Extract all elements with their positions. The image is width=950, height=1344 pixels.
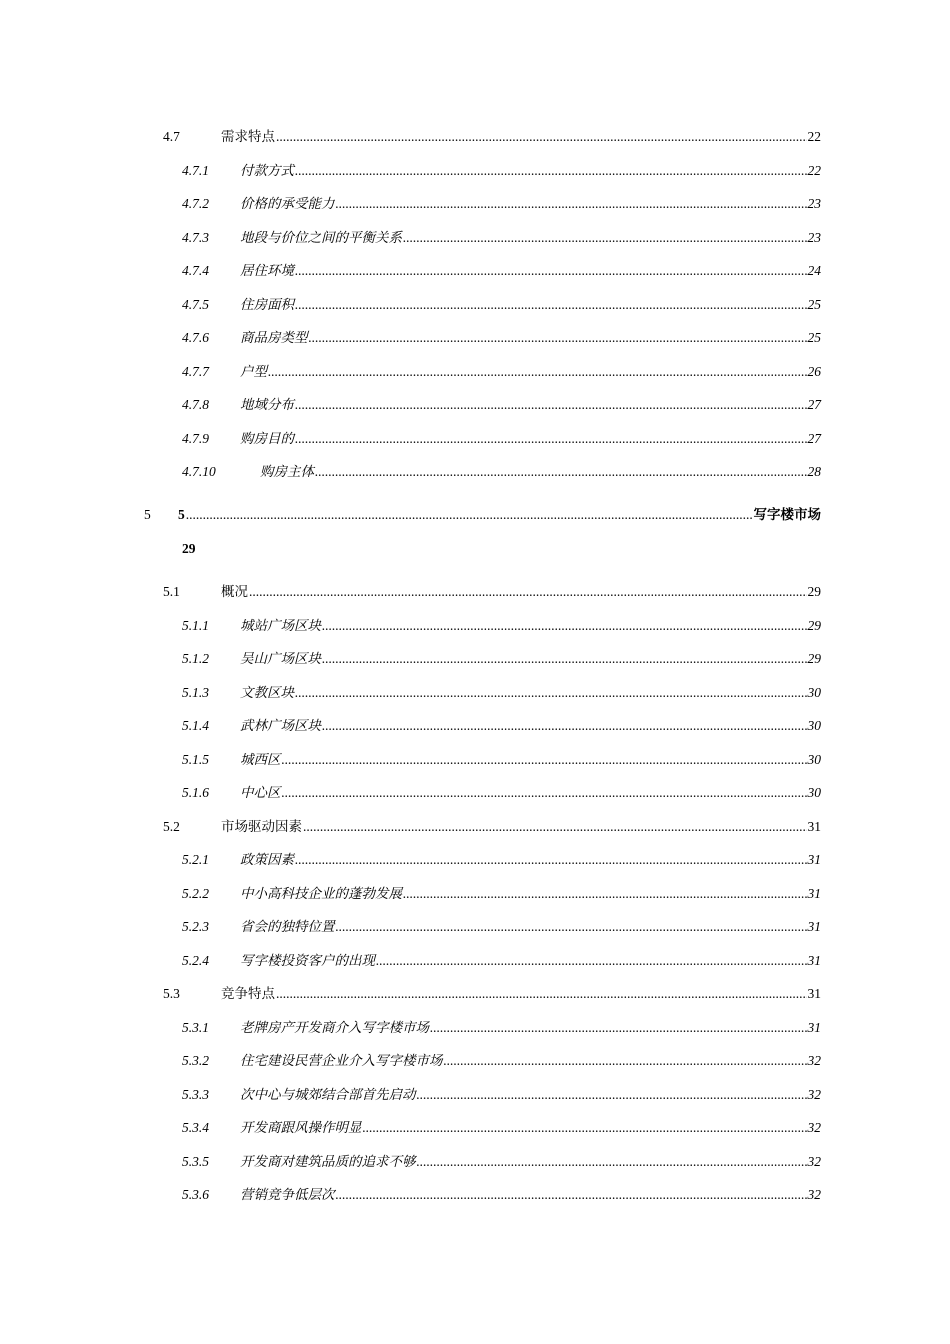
- toc-leader-dots: [417, 1152, 807, 1172]
- toc-entry-4-7-3[interactable]: [182, 228, 821, 248]
- toc-leader-dots: [186, 505, 753, 525]
- toc-entry-number: 4.7.3: [182, 230, 209, 245]
- toc-leader-dots: [315, 462, 807, 482]
- toc-leader-dots: [282, 783, 807, 803]
- toc-entry-title: 开发商跟风操作明显: [240, 1120, 362, 1135]
- toc-entry-page: 31: [807, 986, 821, 1001]
- toc-entry-title: 老牌房产开发商介入写字楼市场: [240, 1020, 429, 1035]
- toc-entry-title: 写字楼投资客户的出现: [240, 953, 375, 968]
- toc-leader-dots: [295, 295, 807, 315]
- toc-leader-dots: [295, 850, 807, 870]
- toc-entry-page: 31: [807, 819, 821, 834]
- toc-entry-number: 5.3.5: [182, 1154, 209, 1169]
- toc-entry-title: 购房主体: [260, 464, 314, 479]
- toc-entry-title: 次中心与城郊结合部首先启动: [240, 1087, 416, 1102]
- toc-entry-title: 需求特点: [221, 129, 275, 144]
- toc-leader-dots: [363, 1118, 807, 1138]
- toc-entry-page: 27: [807, 431, 821, 446]
- toc-leader-dots: [282, 750, 807, 770]
- toc-entry-number: 5.2.1: [182, 852, 209, 867]
- toc-entry-5-3-3[interactable]: [182, 1085, 821, 1105]
- toc-entry-title: 省会的独特位置: [240, 919, 335, 934]
- toc-entry-page: 32: [807, 1053, 821, 1068]
- toc-entry-4-7[interactable]: [163, 127, 821, 147]
- toc-entry-title: 城站广场区块: [240, 618, 321, 633]
- toc-leader-dots: [268, 362, 807, 382]
- toc-leader-dots: [444, 1051, 807, 1071]
- toc-entry-page: 31: [807, 886, 821, 901]
- toc-entry-title: 中心区: [240, 785, 281, 800]
- toc-entry-5-2-1[interactable]: [182, 850, 821, 870]
- toc-entry-page: 29: [807, 618, 821, 633]
- toc-entry-number: 5.3: [163, 986, 180, 1001]
- toc-entry-page: 30: [807, 752, 821, 767]
- toc-leader-dots: [430, 1018, 807, 1038]
- toc-entry-5-1-1[interactable]: [182, 616, 821, 636]
- toc-entry-subnumber: 5: [178, 507, 185, 522]
- toc-entry-title: 付款方式: [240, 163, 294, 178]
- toc-entry-number: 5.3.2: [182, 1053, 209, 1068]
- toc-entry-page: 32: [807, 1154, 821, 1169]
- toc-entry-number: 4.7: [163, 129, 180, 144]
- toc-leader-dots: [276, 127, 807, 147]
- toc-entry-page: 31: [807, 919, 821, 934]
- toc-entry-page: 25: [807, 297, 821, 312]
- toc-entry-number: 5.1.2: [182, 651, 209, 666]
- toc-entry-number: 5.1.6: [182, 785, 209, 800]
- toc-entry-page: 31: [807, 953, 821, 968]
- toc-entry-number: 5.2: [163, 819, 180, 834]
- toc-entry-5-2[interactable]: [163, 817, 821, 837]
- toc-entry-number: 4.7.5: [182, 297, 209, 312]
- toc-entry-title: 城西区: [240, 752, 281, 767]
- toc-entry-page: 32: [807, 1187, 821, 1202]
- toc-leader-dots: [417, 1085, 807, 1105]
- toc-entry-5-1-6[interactable]: [182, 783, 821, 803]
- toc-entry-page: 27: [807, 397, 821, 412]
- toc-leader-dots: [295, 161, 807, 181]
- toc-leader-dots: [403, 228, 807, 248]
- toc-entry-number: 5.1.5: [182, 752, 209, 767]
- toc-entry-title: 竞争特点: [221, 986, 275, 1001]
- toc-entry-number: 5.3.1: [182, 1020, 209, 1035]
- toc-entry-4-7-10[interactable]: [182, 462, 821, 482]
- toc-entry-4-7-4[interactable]: [182, 261, 821, 281]
- toc-entry-title: 地域分布: [240, 397, 294, 412]
- toc-entry-5-1-4[interactable]: [182, 716, 821, 736]
- toc-entry-5-2-2[interactable]: [182, 884, 821, 904]
- toc-entry-page: 24: [807, 263, 821, 278]
- toc-leader-dots: [336, 917, 807, 937]
- toc-entry-5-3-6[interactable]: [182, 1185, 821, 1205]
- toc-entry-title: 购房目的: [240, 431, 294, 446]
- toc-entry-page: 30: [807, 718, 821, 733]
- toc-entry-page: 32: [807, 1120, 821, 1135]
- toc-entry-title: 地段与价位之间的平衡关系: [240, 230, 402, 245]
- toc-entry-4-7-7[interactable]: [182, 362, 821, 382]
- toc-entry-page: 26: [807, 364, 821, 379]
- toc-entry-5[interactable]: [144, 505, 821, 525]
- toc-entry-number: 5.2.4: [182, 953, 209, 968]
- toc-entry-page: 29: [182, 541, 196, 556]
- toc-entry-page: 25: [807, 330, 821, 345]
- toc-entry-number: 5.2.2: [182, 886, 209, 901]
- toc-entry-page: 23: [807, 196, 821, 211]
- toc-entry-title: 武林广场区块: [240, 718, 321, 733]
- toc-entry-5-3-2[interactable]: [182, 1051, 821, 1071]
- toc-leader-dots: [376, 951, 807, 971]
- toc-entry-number: 4.7.10: [182, 464, 216, 479]
- toc-entry-number: 5.1: [163, 584, 180, 599]
- toc-entry-number: 5.1.4: [182, 718, 209, 733]
- toc-leader-dots: [303, 817, 807, 837]
- toc-entry-page: 22: [807, 129, 821, 144]
- toc-leader-dots: [295, 429, 807, 449]
- toc-entry-4-7-8[interactable]: [182, 395, 821, 415]
- toc-entry-4-7-9[interactable]: [182, 429, 821, 449]
- toc-entry-5-1-2[interactable]: [182, 649, 821, 669]
- toc-entry-title: 文教区块: [240, 685, 294, 700]
- toc-entry-5-2-4[interactable]: [182, 951, 821, 971]
- toc-entry-5-1[interactable]: [163, 582, 821, 602]
- toc-entry-title: 价格的承受能力: [240, 196, 335, 211]
- toc-entry-number: 4.7.2: [182, 196, 209, 211]
- toc-entry-page: 29: [807, 651, 821, 666]
- toc-leader-dots: [295, 683, 807, 703]
- toc-entry-title: 市场驱动因素: [221, 819, 302, 834]
- toc-leader-dots: [295, 395, 807, 415]
- toc-entry-number: 5.2.3: [182, 919, 209, 934]
- toc-entry-number: 5.3.6: [182, 1187, 209, 1202]
- toc-entry-title: 写字楼市场: [753, 507, 821, 522]
- toc-entry-number: 4.7.7: [182, 364, 209, 379]
- toc-entry-page: 30: [807, 785, 821, 800]
- toc-entry-title: 营销竞争低层次: [240, 1187, 335, 1202]
- toc-entry-number: 5.3.4: [182, 1120, 209, 1135]
- toc-entry-page: 29: [807, 584, 821, 599]
- toc-entry-page: 28: [807, 464, 821, 479]
- toc-entry-5-3-5[interactable]: [182, 1152, 821, 1172]
- toc-entry-number: 5.1.1: [182, 618, 209, 633]
- toc-entry-title: 商品房类型: [240, 330, 308, 345]
- toc-entry-5-3[interactable]: [163, 984, 821, 1004]
- toc-entry-number: 4.7.9: [182, 431, 209, 446]
- toc-leader-dots: [322, 649, 807, 669]
- toc-entry-5-1-5[interactable]: [182, 750, 821, 770]
- toc-entry-number: 5: [144, 507, 151, 522]
- toc-entry-page: 31: [807, 852, 821, 867]
- toc-leader-dots: [295, 261, 807, 281]
- toc-leader-dots: [322, 716, 807, 736]
- toc-entry-title: 吴山广场区块: [240, 651, 321, 666]
- toc-leader-dots: [336, 194, 807, 214]
- toc-entry-number: 5.3.3: [182, 1087, 209, 1102]
- toc-entry-5-1-3[interactable]: [182, 683, 821, 703]
- toc-entry-title: 户型: [240, 364, 267, 379]
- toc-leader-dots: [249, 582, 807, 602]
- toc-entry-title: 中小高科技企业的蓬勃发展: [240, 886, 402, 901]
- toc-entry-page: 22: [807, 163, 821, 178]
- toc-entry-title: 开发商对建筑品质的追求不够: [240, 1154, 416, 1169]
- toc-entry-title: 概况: [221, 584, 248, 599]
- toc-entry-5-2-3[interactable]: [182, 917, 821, 937]
- toc-entry-4-7-6[interactable]: [182, 328, 821, 348]
- toc-entry-4-7-1[interactable]: [182, 161, 821, 181]
- toc-entry-page: 23: [807, 230, 821, 245]
- toc-entry-title: 住房面积: [240, 297, 294, 312]
- toc-entry-title: 政策因素: [240, 852, 294, 867]
- toc-entry-4-7-5[interactable]: [182, 295, 821, 315]
- toc-entry-number: 4.7.8: [182, 397, 209, 412]
- toc-entry-page: 31: [807, 1020, 821, 1035]
- toc-leader-dots: [309, 328, 807, 348]
- toc-entry-number: 4.7.6: [182, 330, 209, 345]
- toc-entry-number: 4.7.1: [182, 163, 209, 178]
- toc-entry-5-3-1[interactable]: [182, 1018, 821, 1038]
- toc-leader-dots: [322, 616, 807, 636]
- toc-entry-page: 32: [807, 1087, 821, 1102]
- toc-entry-4-7-2[interactable]: [182, 194, 821, 214]
- toc-entry-5-3-4[interactable]: [182, 1118, 821, 1138]
- toc-leader-dots: [336, 1185, 807, 1205]
- toc-entry-page: 30: [807, 685, 821, 700]
- toc-entry-number: 4.7.4: [182, 263, 209, 278]
- toc-leader-dots: [403, 884, 807, 904]
- toc-entry-number: 5.1.3: [182, 685, 209, 700]
- toc-entry-title: 居住环境: [240, 263, 294, 278]
- toc-leader-dots: [276, 984, 807, 1004]
- toc-entry-title: 住宅建设民营企业介入写字楼市场: [240, 1053, 443, 1068]
